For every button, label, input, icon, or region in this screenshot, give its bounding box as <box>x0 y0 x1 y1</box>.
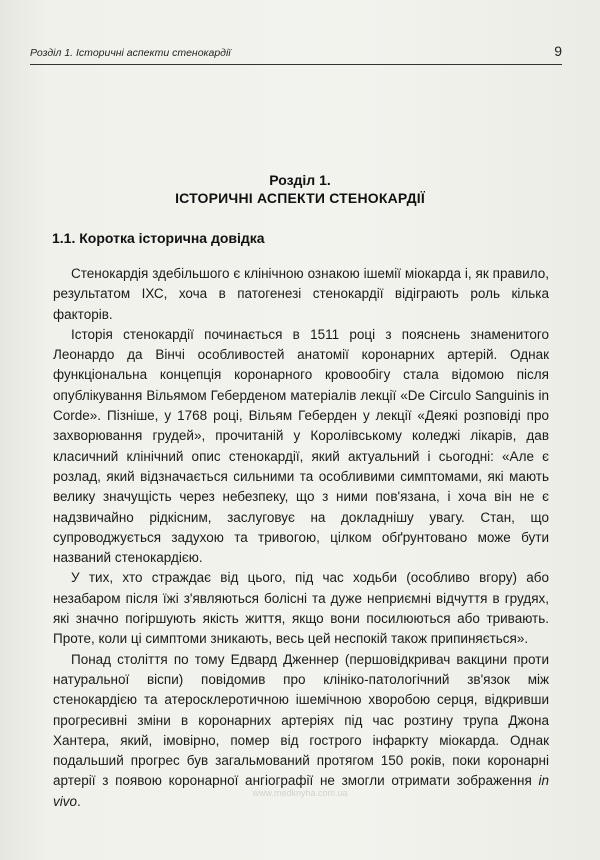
paragraph: У тих, хто страждає від цього, під час ходьби (особливо вгору) або незабаром після їжі з'являються болісні та дуже неприємні відчуття в грудях, які значно погіршують якість життя, якщо вони посилюються або тривають. Проте, коли ці симптоми зникають, весь цей неспокій також припиняється». <box>53 570 549 647</box>
chapter-label: Розділ 1. <box>269 172 331 188</box>
chapter-title: ІСТОРИЧНІ АСПЕКТИ СТЕНОКАРДІЇ <box>175 190 425 206</box>
paragraph: Стенокардія здебільшого є клінічною ознакою ішемії міокарда і, як правило, результатом ІХС, хоча в патогенезі стенокардії відіграють роль кілька факторів. <box>53 266 549 322</box>
page-number: 9 <box>554 43 562 59</box>
paragraph-text: Понад століття по тому Едвард Дженнер (першовідкривач вакцини проти натуральної віспи) повідомив про клініко-патологічний зв'язок між стенокардією та атеросклеротичною ішемічною хворобою серця, відкривши прогресивні зміни в коронарних артеріях під час розтину трупа Джона Хантера, який, імовірно, помер від гострого інфаркту міокарда. Однак подальший прогрес був загальмований протягом 150 років, поки коронарні артерії з появою коронарної ангіографії не змогли отримати зображення <box>53 651 549 789</box>
italic-term: in vivo <box>53 773 549 809</box>
watermark: www.medknyha.com.ua <box>252 788 348 798</box>
paragraph-end: . <box>77 793 81 809</box>
body-text <box>53 264 549 812</box>
running-title: Розділ 1. Історичні аспекти стенокардії <box>30 47 231 59</box>
running-header <box>30 44 562 65</box>
section-heading: 1.1. Коротка історична довідка <box>52 230 265 246</box>
paragraph: Історія стенокардії починається в 1511 році з пояснень знаменитого Леонардо да Вінчі особливостей анатомії коронарних артерій. Однак функціональна концепція коронарного кровообігу стала відомою після опублікування Вільямом Геберденом матеріалів лекції «De Circulo Sanguinis in Corde». Пізніше, у 1768 році, Вільям Геберден у лекції «Деякі розповіді про захворювання грудей», прочитаній у Королівському коледжі лікарів, дав класичний клінічний опис стенокардії, який актуальний і сьогодні: «Але є розлад, який відзначається сильними та особливими симптомами, які мають велику значущість через небезпеку, що з ними пов'язана, і хоча він не є надзвичайно рідкісним, заслуговує на докладнішу увагу. Стан, що супроводжується задухою та тривогою, цілком обґрунтовано може бути названий стенокардією. <box>53 326 549 566</box>
